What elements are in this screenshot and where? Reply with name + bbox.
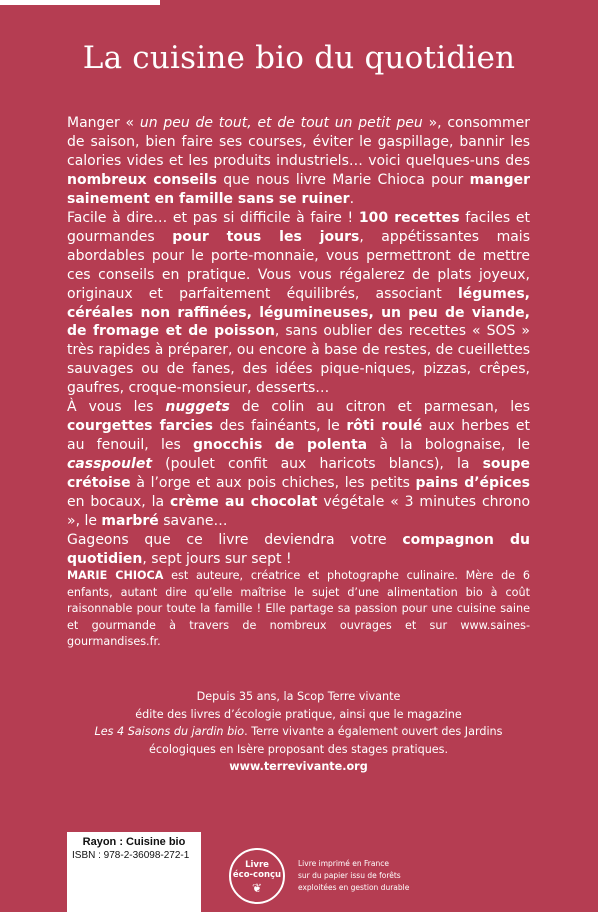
text-segment: soupe crétoise (67, 456, 530, 492)
text-segment: aux herbes et au fenouil, les (67, 418, 530, 454)
text-segment: compagnon du quotidien (67, 531, 530, 567)
publisher-info (67, 688, 530, 776)
print-note-line-2: sur du papier issu de forêts (298, 871, 401, 880)
text-segment: des fainéants, le (212, 418, 347, 435)
text-segment: à la bolognaise, le (367, 437, 530, 454)
author-bio-text (67, 568, 530, 651)
author-bio (67, 568, 530, 651)
blurb-paragraph-1 (67, 114, 530, 209)
publisher-website[interactable] (67, 758, 530, 776)
text-segment: un peu de tout, et de tout un petit peu (139, 115, 423, 131)
text-segment: nombreux conseils (67, 171, 217, 188)
text-segment: marbré (101, 513, 159, 530)
text-segment: manger sainement en famille sans se ruiner (67, 171, 531, 207)
text-segment: gnocchis de polenta (192, 437, 368, 454)
text-segment: végétale « 3 minutes chrono », le (67, 494, 531, 530)
book-title: La cuisine bio du quotidien (82, 40, 516, 76)
blurb-paragraph-2 (67, 209, 530, 399)
top-tab (0, 0, 160, 5)
text-segment: . (349, 190, 355, 207)
text-segment: pour tous les jours (172, 228, 360, 245)
eco-logo-line-1: Livre (245, 860, 269, 870)
publisher-line-2: édite des livres d’écologie pratique, ainsi que le magazine (135, 707, 462, 721)
text-segment: , sept jours sur sept ! (142, 550, 292, 567)
text-segment: , appétissantes mais abordables pour le porte-monnaie, vous permettront de mettre ces conseils en pratique. Vous vous régalerez de plats joyeux, originaux et parfaitement équilibrés, associant (67, 228, 530, 302)
print-note-line-1: Livre imprimé en France (298, 859, 389, 868)
print-note-line-3: exploitées en gestion durable (298, 883, 410, 892)
text-segment: 100 recettes (358, 209, 460, 226)
publisher-line-4: écologiques en Isère proposant des stages pratiques. (148, 742, 449, 756)
text-segment: faciles et gourmandes (67, 209, 530, 245)
text-segment: , sans oublier des recettes « SOS » très rapides à préparer, ou encore à base de restes, de cueillettes sauvages ou de fanes, des idées pique-niques, pizzas, crêpes, gaufres, croque-monsieur, desserts… (67, 323, 530, 397)
eco-designed-logo (229, 848, 285, 904)
blurb-paragraph-3 (67, 398, 530, 531)
text-segment: Gageons que ce livre deviendra votre (67, 531, 403, 548)
blurb (67, 114, 530, 569)
shelf-category: Rayon : Cuisine bio (82, 836, 186, 848)
publisher-website-text: www.terrevivante.org (229, 760, 368, 773)
text-segment: en bocaux, la (67, 494, 170, 511)
text-segment: de colin au citron et parmesan, les (229, 399, 530, 416)
magazine-title: Les 4 Saisons du jardin bio (94, 725, 245, 738)
text-segment: pains d’épices (415, 475, 530, 492)
text-segment: que nous livre Marie Chioca pour (216, 171, 470, 188)
text-segment: casspoulet (67, 456, 153, 473)
text-segment: est auteure, créatrice et photographe culinaire. Mère de 6 enfants, autant dire qu’elle maîtrise le sujet d’une alimentation bio à coût raisonnable pour toute la famille ! Elle partage sa passion pour une cuisine saine et gourmande à travers de nombreux ouvrages et sur www.saines-gourmandises.fr. (67, 569, 530, 648)
text-segment: MARIE CHIOCA (67, 569, 164, 582)
text-segment: crème au chocolat (169, 494, 318, 511)
text-segment: », consommer de saison, bien faire ses courses, éviter le gaspillage, bannir les calories vides et les produits industriels… voici quelques-uns des (67, 115, 530, 169)
blurb-paragraph-4 (67, 531, 530, 569)
text-segment: Facile à dire… et pas si difficile à faire ! (67, 209, 359, 226)
isbn: ISBN : 978-2-36098-272-1 (72, 850, 190, 861)
leaf-icon: ❦ (251, 881, 263, 895)
publisher-line-3 (67, 723, 530, 741)
print-note (298, 858, 478, 894)
text-segment: (poulet confit aux haricots blancs), la (152, 456, 483, 473)
barcode-box (67, 832, 201, 912)
text-segment: légumes, céréales non raffinées, légumineuses, un peu de viande, de fromage et de poisson (67, 285, 530, 340)
text-segment: À vous les (67, 399, 166, 416)
text-segment: courgettes farcies (67, 418, 213, 435)
text-segment: nuggets (165, 399, 230, 416)
text-segment: à l’orge et aux pois chiches, les petits (130, 475, 416, 492)
eco-logo-line-2: éco-conçu (232, 870, 282, 880)
text-segment: rôti roulé (346, 418, 423, 435)
publisher-line-1: Depuis 35 ans, la Scop Terre vivante (196, 690, 401, 703)
publisher-line-3-rest: . Terre vivante a également ouvert des Jardins (244, 725, 503, 738)
text-segment: Manger « (67, 115, 140, 131)
text-segment: savane… (158, 513, 228, 530)
